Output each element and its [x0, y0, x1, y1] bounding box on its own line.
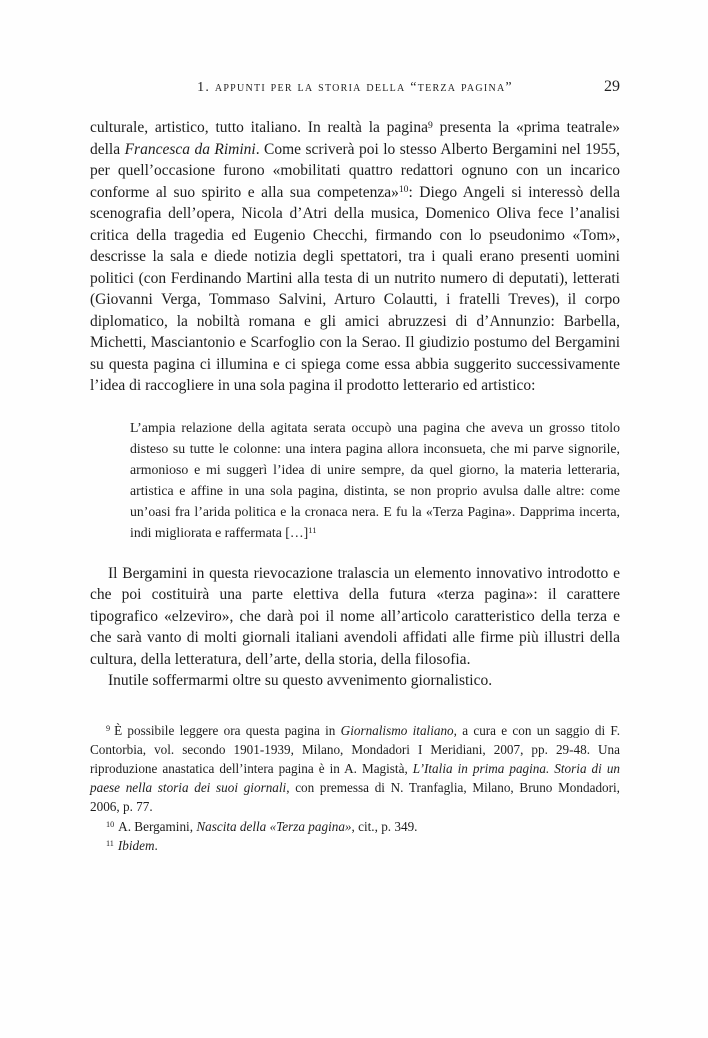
footnotes-section: [90, 721, 620, 855]
footnote-text: È possibile leggere ora questa pagina in Giornalismo italiano, a cura e con un saggio di F. Contorbia, vol. secondo 1901-1939, Milano, Mondadori I Meridiani, 2007, pp. 29-48. Una riproduzione anastatica dell’intera pagina è in A. Magistà, L’Italia in prima pagina. Storia di un paese nella storia dei suoi giornali, con premessa di N. Tranfaglia, Milano, Bruno Mondadori, 2006, p. 77.: [90, 722, 621, 815]
running-title: 1. appunti per la storia della “terza pagina”: [197, 80, 513, 95]
page-number: 29: [604, 78, 620, 95]
footnote-11: 11 Ibidem.: [106, 837, 158, 853]
paragraph-elzeviro: Il Bergamini in questa rievocazione tralascia un elemento innovativo introdotto e che poi costituirà una parte elettiva della futura «terza pagina»: il carattere tipografico «elzeviro», che darà poi il nome all’articolo caratteristico della terza e che sarà vanto di molti giornali italiani avendoli affidati alle firme più illustri della cultura, della letteratura, dell’arte, della storia, della filosofia.: [90, 564, 620, 668]
text-block: [90, 117, 620, 855]
footnote-10: 10 A. Bergamini, Nascita della «Terza pagina», cit., p. 349.: [106, 818, 418, 834]
blockquote-bergamini: L’ampia relazione della agitata serata occupò una pagina che aveva un grosso titolo disteso su tutte le colonne: una intera pagina allora inconsueta, che mi parve signorile, armonioso e mi suggerì l’idea di unire sempre, da quel giorno, la materia letteraria, artistica e affine in una sola pagina, distinta, se non proprio avulsa dalle altre: come un’oasi fra l’arida politica e la cronaca nera. E fu la «Terza Pagina». Dapprima incerta, indi migliorata e raffermata […]11: [130, 419, 620, 540]
footnote-9: 9 È possibile leggere ora questa pagina in Giornalismo italiano, a cura e con un saggio di F. Contorbia, vol. secondo 1901-1939, Milano, Mondadori I Meridiani, 2007, pp. 29-48. Una riproduzione anastatica dell’intera pagina è in A. Magistà, L’Italia in prima pagina. Storia di un paese nella storia dei suoi giornali, con premessa di N. Tranfaglia, Milano, Bruno Mondadori, 2006, p. 77.: [90, 722, 621, 815]
footnote-text: Ibidem.: [117, 837, 158, 853]
page-header: [90, 80, 620, 100]
paragraph-closing: Inutile soffermarmi oltre su questo avvenimento giornalistico.: [108, 672, 493, 689]
paragraph-opening: culturale, artistico, tutto italiano. In realtà la pagina9 presenta la «prima teatrale» della Francesca da Rimini. Come scriverà poi lo stesso Alberto Bergamini nel 1955, per quell’occasione furono «mobilitati quattro redattori ognuno con un incarico conforme al suo spirito e alla sua competenza»10: Diego Angeli si interessò della scenografia dell’opera, Nicola d’Atri della musica, Domenico Oliva fece l’analisi critica della tragedia ed Eugenio Checchi, firmando con lo pseudonimo «Tom», descrisse la sala e diede notizia degli spettatori, tra i quali erano presenti uomini politici (con Ferdinando Martini alla testa di un nutrito numero di deputati), letterati (Giovanni Verga, Tommaso Salvini, Arturo Colautti, i fratelli Treves), il corpo diplomatico, la nobiltà romana e gli amici abruzzesi di d’Annunzio: Barbella, Michetti, Masciantonio e Scarfoglio con la Serao. Il giudizio postumo del Bergamini su questa pagina ci illumina e ci spiega come essa abbia suggerito successivamente l’idea di raccogliere in una sola pagina il prodotto letterario ed artistico:: [90, 119, 620, 394]
footnote-text: A. Bergamini, Nascita della «Terza pagina», cit., p. 349.: [118, 818, 418, 834]
